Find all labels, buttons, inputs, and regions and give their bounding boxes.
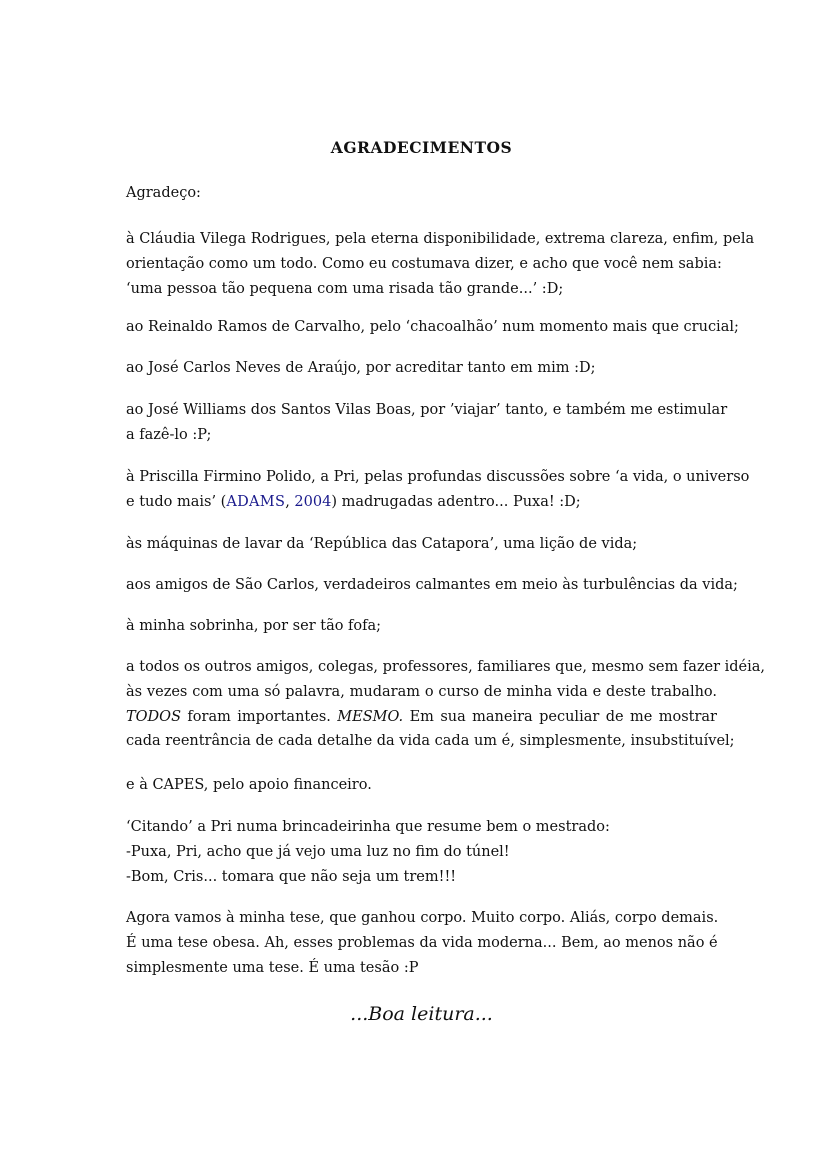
paragraph-line: ao José Williams dos Santos Vilas Boas, por ’viajar’ tanto, e também me estimular bbox=[126, 402, 728, 418]
paragraph-line bbox=[126, 490, 717, 515]
paragraph-line: e à CAPES, pelo apoio financeiro. bbox=[126, 777, 372, 793]
quote-line: ‘Citando’ a Pri numa brincadeirinha que resume bem o mestrado: bbox=[126, 819, 610, 835]
quote-line: -Bom, Cris... tomara que não seja um trem!!! bbox=[126, 868, 457, 885]
text-run: foram importantes. bbox=[181, 708, 338, 725]
intro-text: Agradeço: bbox=[126, 185, 201, 201]
paragraph-line: ao Reinaldo Ramos de Carvalho, pelo ‘chacoalhão’ num momento mais que crucial; bbox=[126, 319, 739, 335]
text-run: ) madrugadas adentro... Puxa! :D; bbox=[331, 493, 581, 510]
citation-separator: , bbox=[285, 493, 295, 510]
citation-link[interactable] bbox=[226, 494, 331, 510]
citation-year[interactable]: 2004 bbox=[294, 493, 332, 510]
paragraph-line bbox=[126, 705, 717, 730]
paragraph-line: ao José Carlos Neves de Araújo, por acreditar tanto em mim :D; bbox=[126, 360, 596, 376]
paragraph-line: a todos os outros amigos, colegas, professores, familiares que, mesmo sem fazer idéia, bbox=[126, 659, 765, 675]
paragraph-priscilla bbox=[126, 465, 750, 515]
quote-line: -Puxa, Pri, acho que já vejo uma luz no fim do túnel! bbox=[126, 843, 510, 860]
paragraph-line: simplesmente uma tese. É uma tesão :P bbox=[126, 959, 419, 976]
paragraph-jose-williams bbox=[126, 398, 728, 448]
emphasis-text: MESMO. bbox=[337, 708, 404, 725]
paragraph-line: ‘uma pessoa tão pequena com uma risada tão grande...’ :D; bbox=[126, 280, 564, 297]
paragraph-line: a fazê-lo :P; bbox=[126, 426, 212, 443]
quote-block bbox=[126, 815, 717, 889]
paragraph-line: É uma tese obesa. Ah, esses problemas da vida moderna... Bem, ao menos não é bbox=[126, 934, 718, 951]
paragraph-sobrinha bbox=[126, 614, 717, 639]
paragraph-reinaldo bbox=[126, 315, 739, 340]
paragraph-line: cada reentrância de cada detalhe da vida cada um é, simplesmente, insubstituível; bbox=[126, 733, 735, 750]
paragraph-claudia bbox=[126, 227, 755, 301]
paragraph-tese bbox=[126, 906, 717, 980]
paragraph-line: aos amigos de São Carlos, verdadeiros calmantes em meio às turbulências da vida; bbox=[126, 577, 738, 593]
text-run: e tudo mais’ ( bbox=[126, 493, 227, 510]
paragraph-line: orientação como um todo. Como eu costumava dizer, e acho que você nem sabia: bbox=[126, 255, 722, 272]
paragraph-line: à minha sobrinha, por ser tão fofa; bbox=[126, 618, 382, 634]
paragraph-line: Agora vamos à minha tese, que ganhou corpo. Muito corpo. Aliás, corpo demais. bbox=[126, 910, 719, 926]
paragraph-jose-carlos bbox=[126, 356, 717, 381]
paragraph-capes bbox=[126, 773, 717, 798]
paragraph-maquinas bbox=[126, 532, 717, 557]
page-title: AGRADECIMENTOS bbox=[330, 138, 513, 157]
paragraph-line: às vezes com uma só palavra, mudaram o curso de minha vida e deste trabalho. bbox=[126, 683, 717, 700]
paragraph-todos bbox=[126, 655, 765, 754]
closing-text: ...Boa leitura... bbox=[350, 1003, 493, 1025]
paragraph-amigos-sao-carlos bbox=[126, 573, 738, 598]
paragraph-line: às máquinas de lavar da ‘República das Catapora’, uma lição de vida; bbox=[126, 536, 638, 552]
paragraph-line: à Cláudia Vilega Rodrigues, pela eterna disponibilidade, extrema clareza, enfim, pela bbox=[126, 231, 755, 247]
paragraph-line: à Priscilla Firmino Polido, a Pri, pelas profundas discussões sobre ‘a vida, o universo bbox=[126, 469, 750, 485]
text-run: Em sua maneira peculiar de me mostrar bbox=[403, 708, 717, 725]
emphasis-text: TODOS bbox=[126, 708, 182, 725]
citation-author[interactable]: ADAMS bbox=[226, 493, 286, 510]
